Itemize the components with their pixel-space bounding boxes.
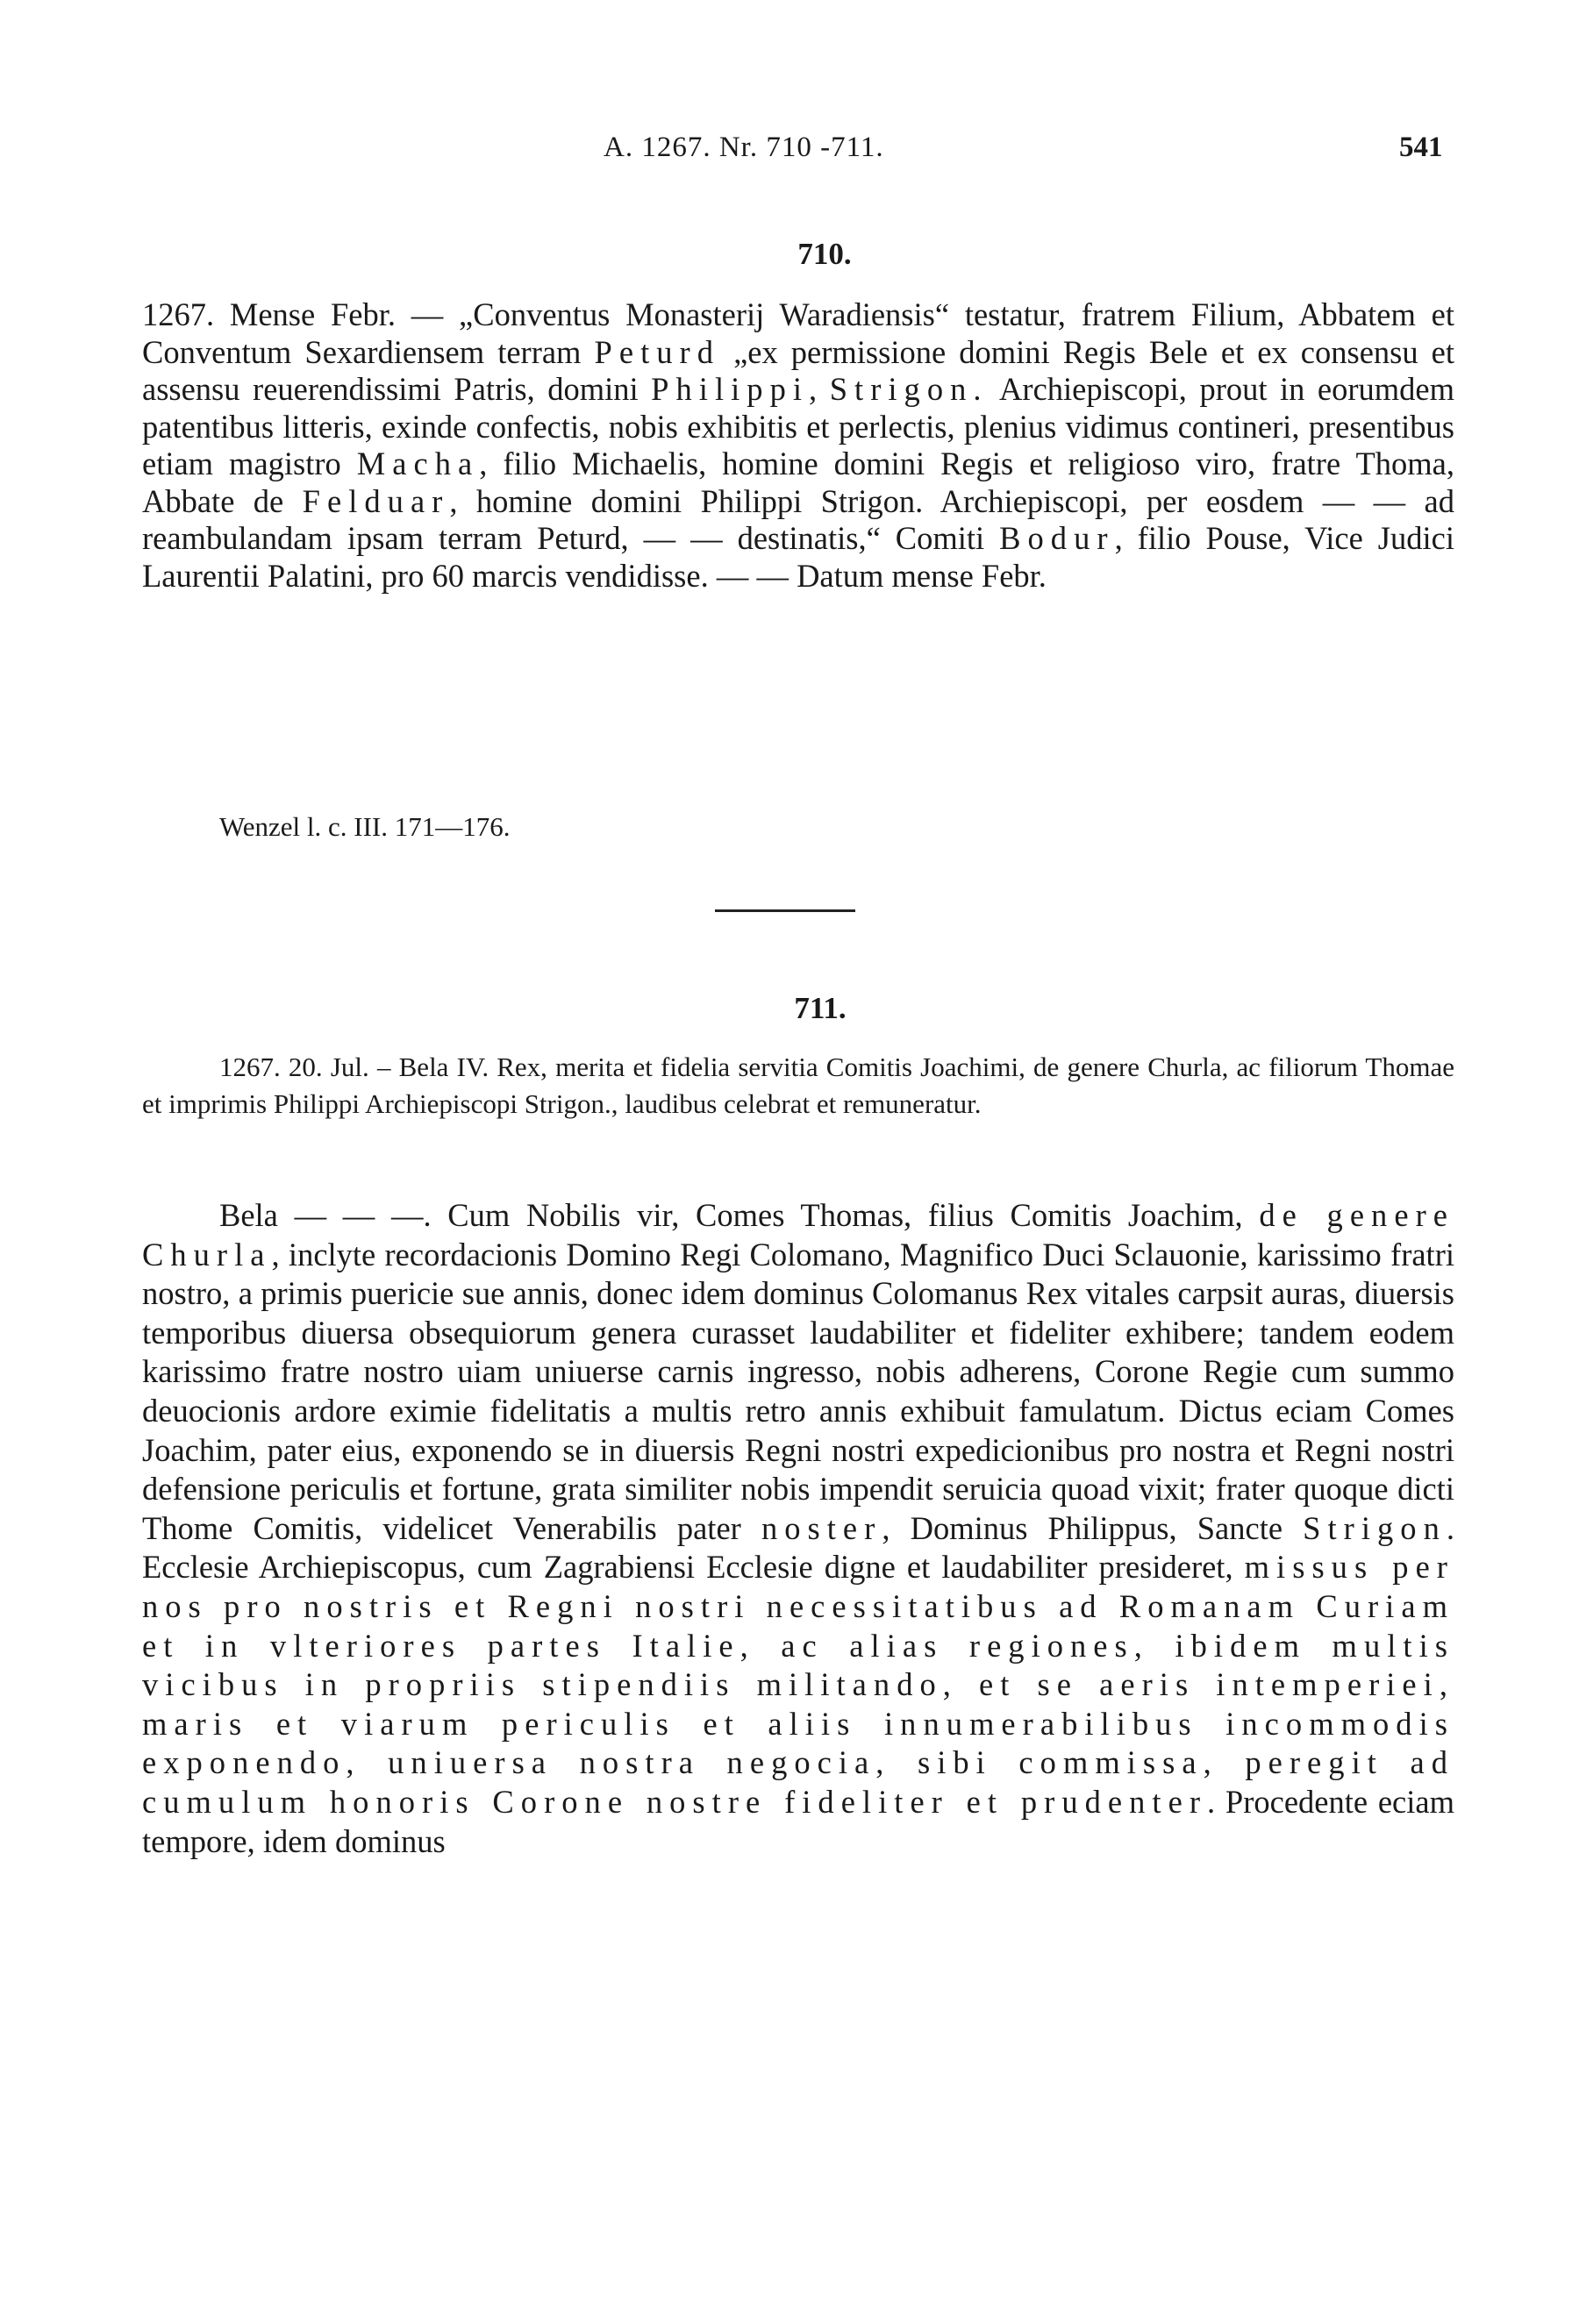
text-segment: , filio Pouse, Vice Judici Laurentii Palatini, pro 60 marcis vendidisse. — — Datum mense Febr. xyxy=(142,520,1454,594)
document-711-summary: 1267. 20. Jul. – Bela IV. Rex, merita et fidelia servitia Comitis Joachimi, de genere Churla, ac filiorum Thomae et imprimis Philippi Archiepiscopi Strigon., laudibus celebrat et remuneratur. xyxy=(142,1052,1454,1119)
text-segment: , homine domini Philippi Strigon. Archiepiscopi, per eosdem — — ad reambulandam ipsam terram Peturd, — — destinatis,“ Comiti xyxy=(142,482,1454,556)
source-reference: Wenzel l. c. III. 171—176. xyxy=(219,811,511,842)
text-segment: , filio Michaelis, homine domini Regis et religioso viro, fratre Thoma, Abbate de xyxy=(142,446,1454,519)
spaced-text: noster xyxy=(761,1509,882,1546)
page-number: 541 xyxy=(1399,132,1443,163)
text-segment: , Dominus Philippus, Sancte xyxy=(882,1509,1304,1546)
text-segment: . Ecclesie Archiepiscopus, cum Zagrabiensi Ecclesie digne et laudabiliter presideret, xyxy=(142,1509,1454,1586)
spaced-name: Felduar xyxy=(302,482,450,519)
spaced-text: Strigon xyxy=(1303,1509,1447,1546)
text-segment: 1267. Mense Febr. — „Conventus Monasterij Waradiensis“ testatur, fratrem Filium, Abbatem et Conventum Sexardiensem terram xyxy=(142,296,1454,370)
document-711-text xyxy=(142,1196,1454,1861)
page-header xyxy=(0,132,1579,175)
running-title: A. 1267. Nr. 710 -711. xyxy=(604,132,884,163)
section-divider xyxy=(715,909,855,912)
spaced-name: Peturd xyxy=(594,333,720,370)
document-710-text xyxy=(142,296,1454,595)
text-segment: , xyxy=(809,371,830,407)
text-segment: Bela — — —. Cum Nobilis vir, Comes Thomas, filius Comitis Joachim, xyxy=(219,1197,1260,1233)
document-number-710: 710. xyxy=(797,237,852,271)
spaced-text: missus per nos pro nostris et Regni nostri necessitatibus ad Romanam Curiam et in vlteriores partes Italie, ac alias regiones, ibidem multis vicibus in propriis stipendiis militando, et se aeris intemperiei, maris et viarum periculis et aliis innumerabilibus incommodis exponendo, uniuersa nostra negocia, sibi commissa, peregit ad cumulum honoris Corone nostre fideliter et prudenter xyxy=(142,1549,1454,1820)
text-segment: „ex permissione domini Regis Bele et ex consensu et assensu reuerendissimi Patris, domini xyxy=(142,333,1455,407)
spaced-name: Macha xyxy=(356,446,480,481)
spaced-name: Bodur xyxy=(999,520,1115,556)
text-segment: Archiepiscopi, prout in eorumdem patentibus litteris, exinde confectis, nobis exhibitis et perlectis, plenius vidimus contineri, presentibus etiam magistro xyxy=(142,371,1455,481)
spaced-name: Strigon. xyxy=(829,371,989,407)
spaced-text: de genere Churla xyxy=(142,1197,1454,1272)
text-segment: . Procedente eciam tempore, idem dominus xyxy=(142,1783,1454,1859)
document-number-711: 711. xyxy=(794,991,847,1025)
spaced-name: Philippi xyxy=(651,371,810,407)
text-segment: , inclyte recordacionis Domino Regi Colomano, Magnifico Duci Sclauonie, karissimo fratri nostro, a primis puericie sue annis, donec idem dominus Colomanus Rex vitales carpsit auras, diuersis temporibus diuersa obsequiorum genera curasset laudabiliter et fideliter exhibere; tandem eodem karissimo fratre nostro uiam uniuerse carnis ingresso, nobis adherens, Corone Regie cum summo deuocionis ardore eximie fidelitatis a multis retro annis exhibuit famulatum. Dictus eciam Comes Joachim, pater eius, exponendo se in diuersis Regni nostri expedicionibus pro nostra et Regni nostri defensione periculis et fortune, grata similiter nobis impendit seruicia quoad vixit; frater quoque dicti Thome Comitis, videlicet Venerabilis pater xyxy=(142,1236,1454,1546)
